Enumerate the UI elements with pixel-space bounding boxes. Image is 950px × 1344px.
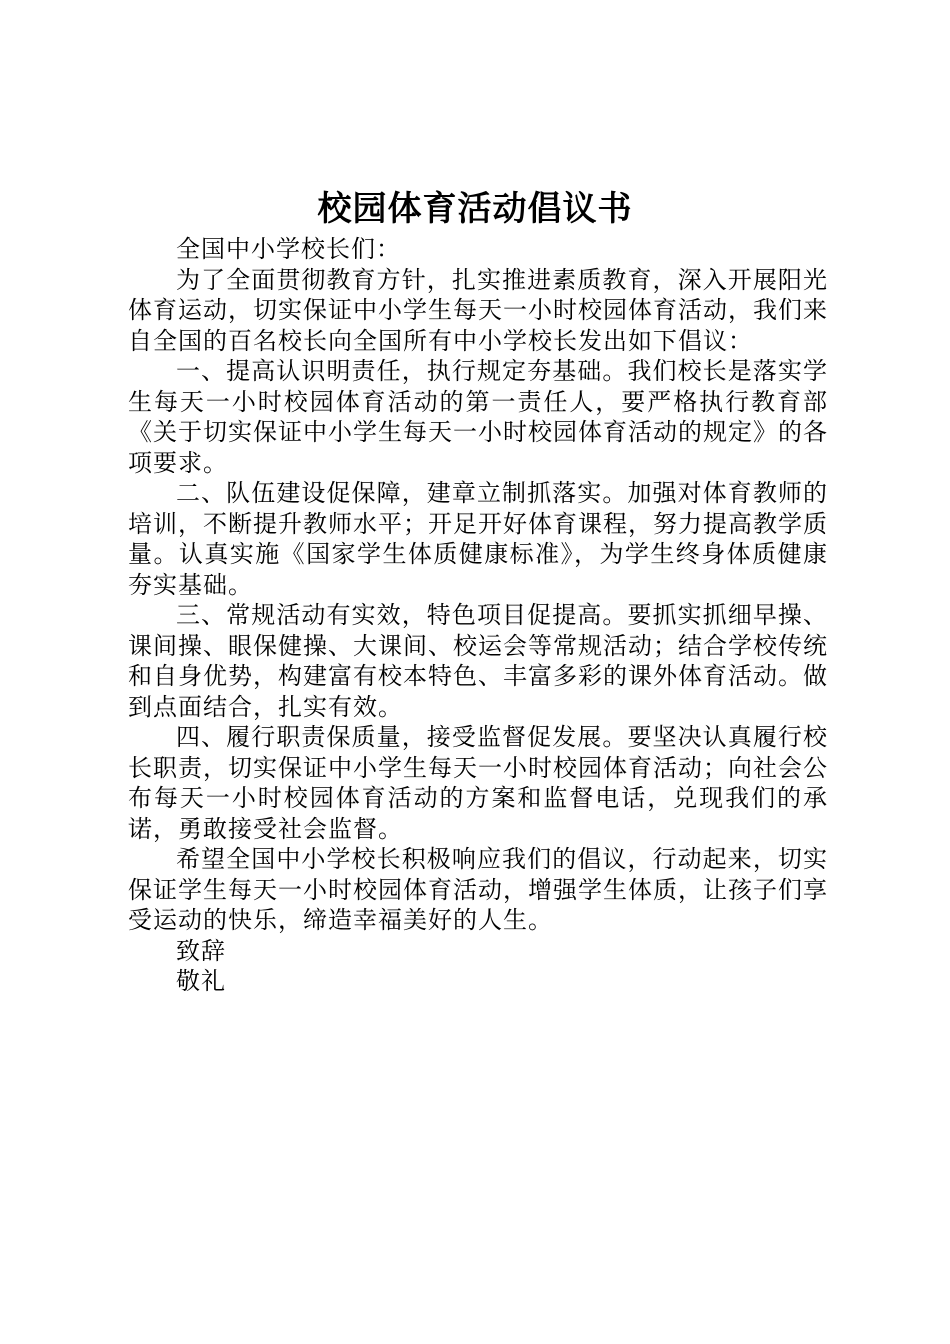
salutation: 全国中小学校长们：	[176, 235, 401, 263]
document-body	[128, 234, 828, 997]
paragraph-intro: 为了全面贯彻教育方针，扎实推进素质教育，深入开展阳光体育运动，切实保证中小学生每天一小时校园体育活动，我们来自全国的百名校长向全国所有中小学校长发出如下倡议：	[128, 265, 828, 355]
paragraph-point-1: 一、提高认识明责任，执行规定夯基础。我们校长是落实学生每天一小时校园体育活动的第一责任人，要严格执行教育部《关于切实保证中小学生每天一小时校园体育活动的规定》的各项要求。	[128, 357, 828, 477]
closing-salute: 敬礼	[176, 967, 226, 995]
paragraph-point-4: 四、履行职责保质量，接受监督促发展。要坚决认真履行校长职责，切实保证中小学生每天一小时校园体育活动；向社会公布每天一小时校园体育活动的方案和监督电话，兑现我们的承诺，勇敢接受社会监督。	[128, 723, 828, 843]
closing-phrase: 致辞	[176, 936, 226, 965]
paragraph-closing: 希望全国中小学校长积极响应我们的倡议，行动起来，切实保证学生每天一小时校园体育活动，增强学生体质，让孩子们享受运动的快乐，缔造幸福美好的人生。	[128, 845, 828, 934]
paragraph-point-3: 三、常规活动有实效，特色项目促提高。要抓实抓细早操、课间操、眼保健操、大课间、校运会等常规活动；结合学校传统和自身优势，构建富有校本特色、丰富多彩的课外体育活动。做到点面结合，扎实有效。	[128, 601, 828, 721]
paragraph-point-2: 二、队伍建设促保障，建章立制抓落实。加强对体育教师的培训，不断提升教师水平；开足开好体育课程，努力提高教学质量。认真实施《国家学生体质健康标准》，为学生终身体质健康夯实基础。	[128, 479, 828, 599]
document-title: 校园体育活动倡议书	[317, 189, 633, 229]
